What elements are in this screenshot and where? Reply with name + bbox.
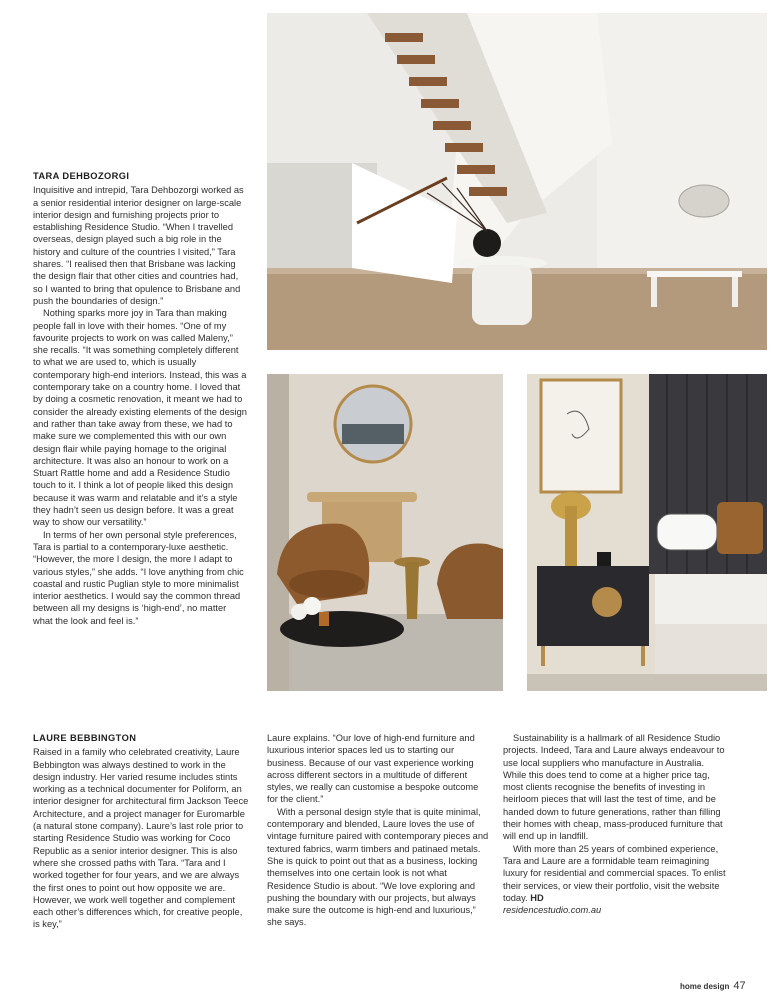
closing-text: With more than 25 years of combined experience, Tara and Laure are a formidable team reimagining luxury for residential and commercial spaces. To enlist their services, or view their portfolio, visit the website today.	[503, 843, 726, 903]
laure-paragraph: Laure explains. “Our love of high-end furniture and luxurious interior spaces led us to starting our business. Because of our vast experience working across different sectors in a multitude of different styles, we really can customise a bespoke outcome for the client.”	[267, 733, 479, 805]
laure-column-1	[33, 732, 251, 931]
staircase-photo	[267, 13, 767, 350]
magazine-brand: home design	[680, 982, 730, 991]
laure-paragraph: With a personal design style that is quite minimal, contemporary and blended, Laure loves the use of vintage furniture paired with contemporary pieces and textured fabrics, warm timbers and patinaed metals. She is quick to point out that as a business, locking themselves into one certain look is not what Residence Studio is about. “We love exploring and pushing the boundary with our projects, but always make sure the outcome is high-end and luxurious,” she says.	[267, 806, 489, 928]
tara-article-column	[33, 170, 248, 627]
laure-paragraph: Sustainability is a hallmark of all Residence Studio projects. Indeed, Tara and Laure always endeavour to use local suppliers who manufacture in Australia. While this does tend to come at a higher price tag, most clients recognise the benefits of investing in heirloom pieces that will last the test of time, and be handed down to future generations, rather than filling their homes with cheap, mass-produced furniture that will end up in landfill.	[503, 733, 725, 842]
lounge-photo	[267, 374, 503, 691]
laure-column-3	[503, 732, 727, 916]
page-footer	[680, 980, 746, 992]
tara-heading: TARA DEHBOZORGI	[33, 171, 130, 181]
tara-paragraph: In terms of her own personal style preferences, Tara is partial to a contemporary-luxe aesthetic. “However, the more I design, the more I adapt to various styles,” she adds. “I love anything from chic coastal and rustic Puglian style to more minimalist interior aesthetics. I would say the common thread between all my designs is ‘high-end’, no matter what the look and feel is.”	[33, 529, 244, 626]
website-link[interactable]: residencestudio.com.au	[503, 905, 602, 916]
tara-paragraph: Nothing sparks more joy in Tara than making people fall in love with their homes. “One of my favourite projects to work on was called Maleny,” she recalls. “It was something completely different to what we are used to, which is usually contemporary high-end interiors. Instead, this was a contemporary take on a country home. I loved that by doing a cosmetic renovation, it meant we had to consider the already existing elements of the design and rather than take away from these, we had to make sure we complemented this with our own design flair while paying homage to the original architecture. It was also an honour to work on a Stuart Rattle home and add a Residence Studio touch to it. I think a lot of people liked this design because it was warm and relatable and it’s a style they hadn’t seen us design before. It was a great way to show our versatility.”	[33, 308, 247, 528]
bedroom-photo	[527, 374, 767, 691]
end-mark: HD	[530, 892, 544, 903]
page-number: 47	[733, 980, 746, 992]
laure-column-2	[267, 732, 489, 929]
laure-paragraph	[503, 843, 727, 904]
laure-paragraph: Raised in a family who celebrated creativity, Laure Bebbington was always destined to work in the design industry. Her varied resume includes stints working as a technical documenter for Poliform, an interior designer for architectural firm Jackson Teece Architecture, and a project manager for Euromarble (a natural stone company). Laure’s last role prior to starting Residence Studio was working for Coco Republic as a senior interior designer. This is also where she crossed paths with Tara. “Tara and I worked together for four years, and we are always the first ones to point out how opposite we are. However, we work well together and complement each other’s differences which, for creative people, is key,”	[33, 747, 249, 930]
laure-heading: LAURE BEBBINGTON	[33, 733, 137, 743]
tara-paragraph: Inquisitive and intrepid, Tara Dehbozorgi worked as a senior residential interior designer on large-scale interior design and furnishing projects prior to establishing Residence Studio. “When I travelled overseas, design played such a big role in the history and culture of the countries I visited,” Tara shares. “I realised then that Brisbane was lacking the design flair that other cities and countries had, so I wanted to bring that opulence to Brisbane and push the boundaries of design.”	[33, 185, 244, 306]
